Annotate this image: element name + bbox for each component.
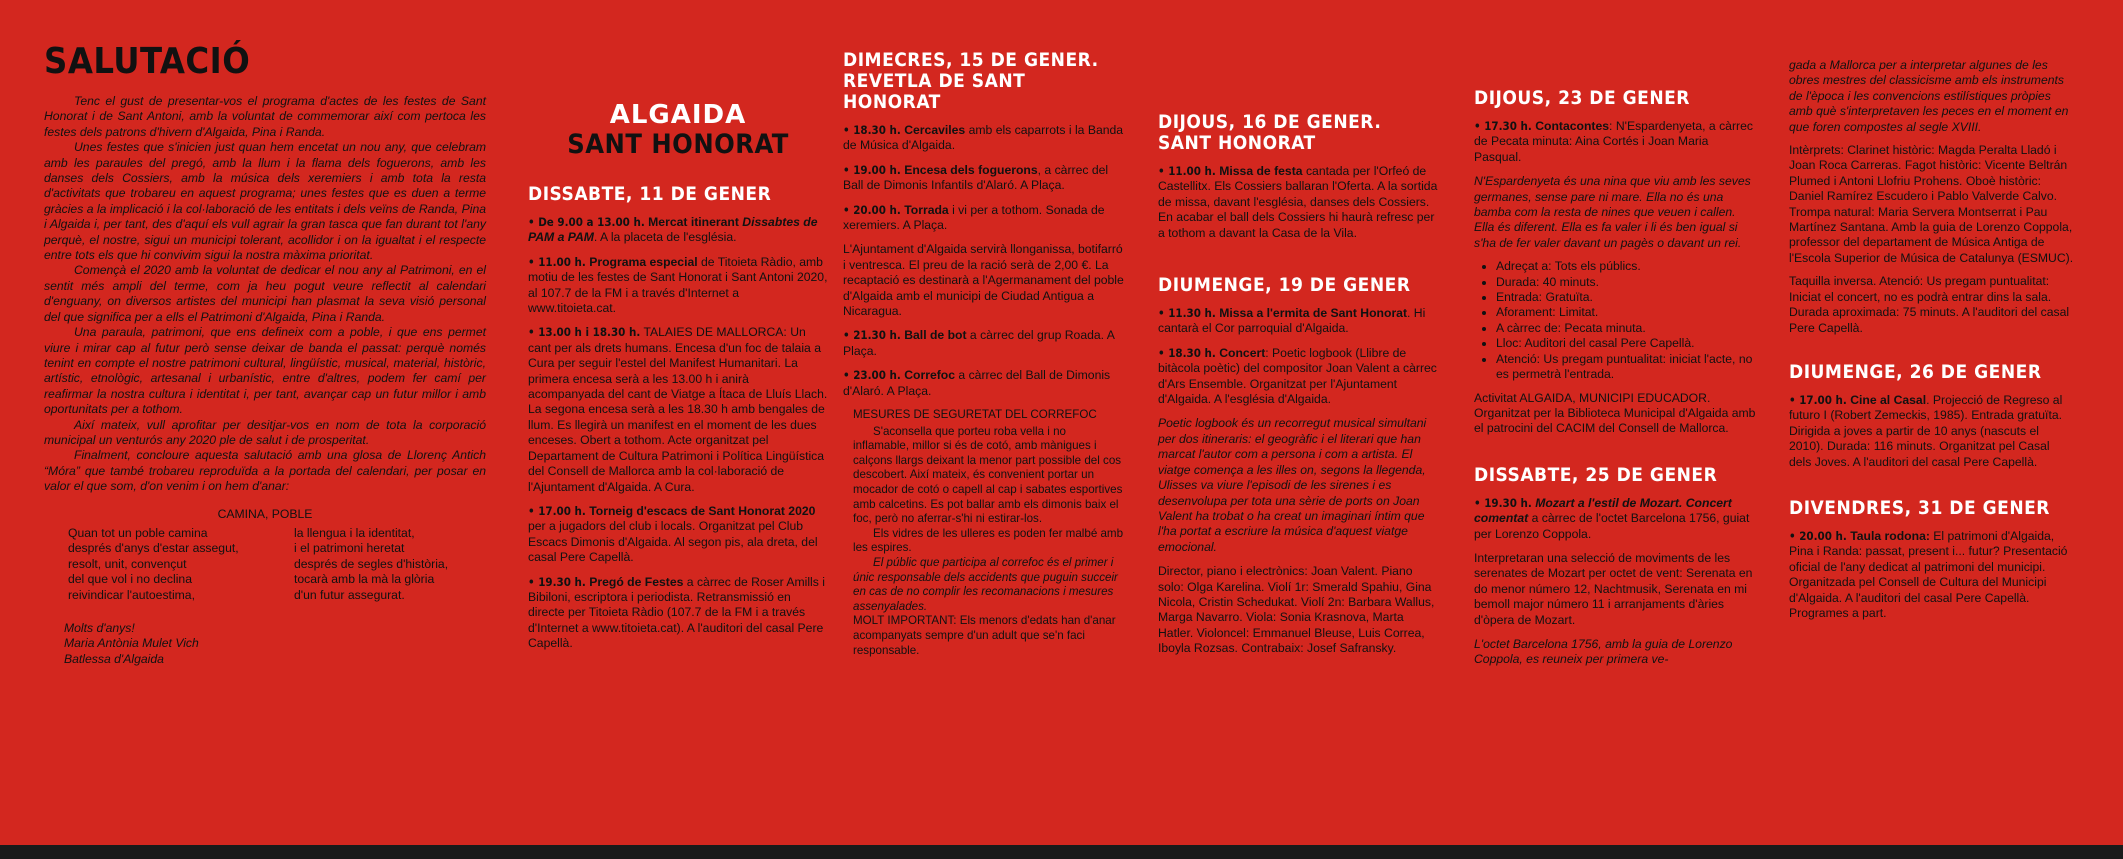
event-title: Missa a l'ermita de Sant Honorat [1215,306,1408,321]
event [1789,529,2074,621]
event-time: • 19.00 h. [843,162,901,177]
salutacio-paragraph: Una paraula, patrimoni, que ens defineix com a poble, i que ens permet viure i mirar cap al futur però sense deixar de banda el passat: perquè només tenint en compte el nostre patrimoni cultural, lingüístic, musical, material, històric, artístic, etnològic, artesanal i urbanístic, entre d'altres, podem fer camí per reafirmar la nostra cultura i identitat i, per tant, avançar cap un futur millor i amb oportunitats per a tothom. [44,325,486,417]
event [843,163,1125,194]
event-time: • 19.30 h. [528,574,586,589]
event-time: • De 9.00 a 13.00 h. [528,215,645,229]
poem-line: després de segles d'història, [294,556,449,571]
event [528,504,828,566]
event-time: • 13.00 h i 18.30 h. [528,325,641,340]
event-text: a càrrec del Ball de Dimonis d'Alaró. A Plaça. [843,368,1111,398]
event-text: . A la placeta de l'església. [593,230,737,245]
event-title: Missa de festa [1215,164,1303,178]
day-heading: DIUMENGE, 19 DE GENER [1158,274,1411,297]
event-detail: • Durada: 40 minuts. [1496,275,1759,290]
event-time: • 18.30 h. [843,123,901,137]
event-time: • 17.00 h. [528,503,586,518]
event-detail: • Adreçat a: Tots els públics. [1496,259,1759,274]
event-italic: Dissabtes de PAM a PAM [528,215,818,245]
safety-title: MESURES DE SEGURETAT DEL CORREFOC [853,408,1097,422]
event-text: i vi per a tothom. Sonada de xeremiers. A Plaça. [843,202,1105,233]
event-time: • 11.00 h. [1158,164,1216,178]
event [1158,346,1440,408]
safety-paragraph: Els vidres de les ulleres es poden fer malbé amb les espires. [853,526,1124,555]
event [843,328,1125,359]
event-text: a càrrec de Roser Amills i Bibiloni, escriptora i periodista. Retransmissió en directe per Titoieta Ràdio (107.7 de la FM i a través d'Internet a www.titoieta.cat). A l'auditori del casal Pere Capellà. [528,574,825,651]
salutacio-column [44,42,486,667]
signature-line: Batlessa d'Algaida [64,651,164,666]
event-title: Mercat itinerant [644,215,739,229]
ticket-info: Taquilla inversa. Atenció: Us pregam puntualitat: Iniciat el concert, no es podrà entrar dins la sala. Durada aproximada: 75 minuts. A l'auditori del casal Pere Capellà. [1789,274,2070,335]
event-title: Cine al Casal [1846,392,1927,407]
event-text: , a càrrec del Ball de Dimonis Infantils d'Alaró. A Plaça. [843,162,1109,193]
event [843,368,1125,399]
event-time: • 20.00 h. [843,202,901,217]
safety-paragraph: S'aconsella que porteu roba vella i no inflamable, millor si és de cotó, amb mànigues i calçons llargs deixant la menor part possible del cos descobert. Així mateix, és convenient portar un mocador de cotó o capell al cap i sabates esportives amb calcetins. Es pot ballar amb els dimonis baix el foc, però no aferrar-s'hi ni estirar-los. [853,424,1123,526]
event-title: Mozart a l'estil de Mozart. Concert comentat [1474,495,1732,526]
event [528,255,828,317]
day-heading: DISSABTE, 11 DE GENER [528,183,772,205]
program-header [528,100,828,160]
poem-line: la llengua i la identitat, [294,525,415,540]
event [528,325,828,494]
event [843,123,1125,154]
event-title: Taula rodona: [1846,528,1930,543]
salutacio-paragraph: Començà el 2020 amb la voluntat de dedicar el nou any al Patrimoni, en el sentit més ampli del terme, com ja heu pogut veure reflectit al calendari d'enguany, on diversos artistes del municipi han plasmat la seva visió personal del que significa per a ells el Patrimoni d'Algaida, Pina i Randa. [44,263,486,324]
event-text: cantada per l'Orfeó de Castellitx. Els Cossiers ballaran l'Oferta. A la sortida de missa, davant l'església, danses dels Cossiers. En acabar el ball dels Cossiers hi haurà refresc per a tothom a davant la Casa de la Vila. [1158,164,1438,240]
event-title: Ball de bot [900,328,967,343]
day-heading: DIUMENGE, 26 DE GENER [1789,360,2042,383]
event-time: • 18.30 h. [1158,345,1216,360]
event-title: Torrada [900,202,949,217]
poem-left [68,526,294,603]
event-text: de Titoieta Ràdio, amb motiu de les festes de Sant Honorat i Sant Antoni 2020, al 107.7 de la FM i a través d'Internet a www.titoieta.cat. [528,254,828,316]
day-heading: DIMECRES, 15 DE GENER. [843,49,1099,71]
event-time: • 23.00 h. [843,368,901,383]
header-algaida: ALGAIDA [609,100,747,130]
header-sant-honorat: SANT HONORAT [567,129,789,160]
event-text: El patrimoni d'Algaida, Pina i Randa: passat, present i... futur? Presentació oficial de l'any dedicat al patrimoni del municipi. Organitzada pel Consell de Cultura del Municipi d'Algaida. A l'auditori del casal Pere Capellà. Programes a part. [1789,528,2068,620]
concert-italic-continued: gada a Mallorca per a interpretar algunes de les obres mestres del classicisme amb els instruments de l'època i les convencions estilístiques pròpies amb què s'interpretaven les peces en el moment en que foren compostes al segle XVIII. [1789,58,2069,134]
event [1474,119,1759,165]
event-title: Correfoc [900,368,956,383]
event-text: TALAIES DE MALLORCA: Un cant per als drets humans. Encesa d'un foc de talaia a Cura per seguir l'estel del Manifest Humanitari. La primera encesa serà a les 13.00 h i anirà acompanyada del cant de Viatge a Ítaca de Lluís Llach. La segona encesa serà a les 18.30 h amb bengales de llum. Es llegirà un manifest en el moment de les dues enceses. Obert a tothom. Acte organitzat pel Departament de Cultura Patrimoni i Política Lingüística del Consell de Mallorca amb la col·laboració de l'Ajuntament d'Algaida. A Cura. [528,325,828,494]
event-text: a càrrec de l'octet Barcelona 1756, guiat per Lorenzo Coppola. [1474,511,1750,541]
event-detail: • Lloc: Auditori del casal Pere Capellà. [1496,336,1759,351]
poem-right [294,526,448,603]
event-detail: • A càrrec de: Pecata minuta. [1496,321,1759,336]
poem-line: tocarà amb la mà la glòria [294,572,435,587]
event [1158,164,1440,241]
poem-title: CAMINA, POBLE [217,506,313,521]
poem-line: del que vol i no declina [68,572,192,587]
poetic-logbook-description: Poetic logbook és un recorregut musical simultani per dos itineraris: el geogràfic i el literari que han marcat l'autor com a persona i com a artista. El viatge comença a les illes on, segons la llegenda, Ulisses va viure l'episodi de les sirenes i es desenvolupa per tota una sèrie de ports on Joan Valent ha trobat o ha creat un imaginari íntim que l'ha portat a escriure la música d'aquest viatge emocional. [1158,416,1427,554]
event-text: per a jugadors del club i locals. Organitzat pel Club Escacs Dimonis d'Algaida. Al segon pis, ala dreta, del casal Pere Capellà. [528,519,818,565]
gener-26-column [1789,58,2074,630]
event-time: • 11.30 h. [1158,306,1216,321]
salutacio-paragraph: Finalment, concloure aquesta salutació amb una glosa de Llorenç Antich “Móra” que també trobareu reproduïda a la portada del calendari, per posar en valor el que som, d'on venim i on hem d'anar: [44,448,486,494]
dijous-column [1158,112,1440,663]
story-description: N'Espardenyeta és una nina que viu amb les seves germanes, sense pare ni mare. Ella no és una bamba com la resta de nines que veuen i callen. Ella és diferent. Ella es fa valer i li és ben igual si s'ha de fer valer davant un pagès o davant un rei. [1474,174,1751,250]
event-time: • 11.00 h. [528,254,586,269]
poem [44,526,486,603]
safety-important: MOLT IMPORTANT: Els menors d'edats han d'anar acompanyats sempre d'un adult que se'n faci responsable. [853,614,1116,657]
event-text: . Projecció de Regreso al futuro I (Robert Zemeckis, 1985). Entrada gratuïta. Dirigida a joves a partir de 10 anys (nascuts el 2010). Durada: 116 minuts. Organitzat pel Casal dels Joves. A l'auditori del casal Pere Capellà. [1789,392,2063,469]
signature-line: Maria Antònia Mulet Vich [64,636,199,651]
safety-box [843,408,1125,658]
event-detail: • Entrada: Gratuïta. [1496,290,1759,305]
concert-italic: L'octet Barcelona 1756, amb la guia de Lorenzo Coppola, es reuneix per primera ve- [1474,636,1733,667]
event-title: Concert [1215,345,1266,360]
concert-description: Interpretaran una selecció de moviments de les serenates de Mozart per octet de vent: Serenata en do menor número 12, Nachtmusik, Serenata en mi bemoll major número 11 i arranjaments d'àries d'òpera de Mozart. [1474,550,1753,627]
algaida-column [528,100,828,661]
event-text: . Hi cantarà el Cor parroquial d'Algaida. [1158,306,1426,336]
safety-responsibility: El públic que participa al correfoc és el primer i únic responsable dels accidents que puguin succeir en cas de no complir les recomanacions i mesures assenyalades. [853,556,1118,613]
poem-line: Quan tot un poble camina [68,525,208,540]
event-time: • 21.30 h. [843,328,901,343]
day-heading: DIJOUS, 16 DE GENER. [1158,111,1382,133]
event [1158,306,1440,337]
concert-credits: Director, piano i electrònics: Joan Valent. Piano solo: Olga Karelina. Violí 1r: Smerald Spahiu, Gina Nicola, Cristin Schedukat. Violí 2n: Barbara Wallus, Marga Navarro. Viola: Sonia Krasnova, Marta Hatler. Violoncel: Emmanuel Bleuse, Luis Correa, Iboyla Rozsas. Contrabaix: Josef Safransky. [1158,564,1435,656]
event-text: : Poetic logbook (Llibre de bitàcola poètic) del compositor Joan Valent a càrrec d'Ars Ensemble. Organitzat per l'Ajuntament d'Algaida. A l'església d'Algaida. [1158,345,1437,407]
event-title: Contacontes [1531,119,1610,133]
food-note: L'Ajuntament d'Algaida servirà llonganissa, botifarró i ventresca. El preu de la ració serà de 2,00 €. La recaptació es destinarà a l'Agermanament del poble d'Algaida amb el municipi de Ciudad Antigua a Nicaragua. [843,242,1124,319]
poem-line: reivindicar l'autoestima, [68,587,195,602]
event-title: Pregó de Festes [585,574,684,589]
event-details [1474,259,1759,382]
event [528,575,828,652]
event [843,203,1125,234]
bottom-bar [0,845,2123,859]
event-text: amb els caparrots i la Banda de Música d'Algaida. [843,123,1124,153]
salutacio-title: SALUTACIÓ [44,41,251,82]
poem-line: i el patrimoni heretat [294,541,405,556]
performers: Intèrprets: Clarinet històric: Magda Peralta Lladó i Joan Roca Carreras. Fagot històric: Vicente Beltrán Plumed i Antoni Llofriu Prohens. Oboè històric: Daniel Ramírez Escudero i Pablo Valverde Calvo. Trompa natural: Maria Servera Montserrat i Pau Martínez Santana. Amb la guia de Lorenzo Coppola, professor del departament de Música Antiga de l'Escola Superior de Música de Catalunya (ESMUC). [1789,143,2074,265]
event-text: a càrrec del grup Roada. A Plaça. [843,328,1115,358]
dimecres-column [843,50,1125,658]
day-heading: DISSABTE, 25 DE GENER [1474,463,1718,486]
poem-line: després d'anys d'estar assegut, [68,541,239,556]
event-time: • 20.00 h. [1789,528,1847,543]
event-text: : N'Espardenyeta, a càrrec de Pecata minuta: Aina Cortés i Joan Maria Pasqual. [1474,119,1753,164]
salutacio-paragraph: Unes festes que s'inicien just quan hem encetat un nou any, que celebram amb les paraules del pregó, amb la llum i la flama dels foguerons, amb les danses dels Cossiers, amb la música dels xeremiers i amb tota la resta d'activitats que trobareu en aquest programa; unes festes que es duen a terme gràcies a la implicació i la col·laboració de les entitats i dels veïns de Randa, Pina i Algaida i, per tant, des d'aquí els vull agrair la gran tasca que fan durant tot l'any perquè, el nostre, sigui un municipi tolerant, acollidor i on la igualtat i el respecte entre tots els que hi convivim sigui la nostra màxima prioritat. [44,140,486,263]
salutacio-paragraph: Tenc el gust de presentar-vos el programa d'actes de les festes de Sant Honorat i de Sant Antoni, amb la voluntat de commemorar així com pertoca les festes dels patrons d'hivern d'Algaida, Pina i Randa. [44,94,486,139]
signature [44,621,486,667]
day-heading: SANT HONORAT [1158,132,1316,154]
poem-line: resolt, unit, convençut [68,556,187,571]
event-detail: • Atenció: Us pregam puntualitat: iniciat l'acte, no es permetrà l'entrada. [1496,352,1759,383]
day-heading: DIVENDRES, 31 DE GENER [1789,496,2050,519]
day-heading: DIJOUS, 23 DE GENER [1474,87,1690,109]
poem-line: d'un futur assegurat. [294,587,405,602]
signature-line: Molts d'anys! [64,621,135,635]
event-time: • 19.30 h. [1474,495,1532,510]
salutacio-text [44,94,486,495]
event [1474,496,1759,542]
event-title: Torneig d'escacs de Sant Honorat 2020 [585,503,816,518]
salutacio-paragraph: Així mateix, vull aprofitar per desitjar-vos en nom de tota la corporació municipal un venturós any 2020 ple de salut i de prosperitat. [44,417,486,447]
event [528,215,828,246]
event-detail: • Aforament: Limitat. [1496,305,1759,320]
event [1789,393,2074,470]
event-title: Programa especial [585,254,698,269]
event-title: Encesa dels foguerons [900,162,1038,177]
day-heading: REVETLA DE SANT HONORAT [843,70,1026,113]
event-time: • 17.00 h. [1789,392,1847,407]
activity-note: Activitat ALGAIDA, MUNICIPI EDUCADOR. Organitzat per la Biblioteca Municipal d'Algaida amb el patrocini del CACIM del Consell de Mallorca. [1474,390,1756,436]
event-time: • 17.30 h. [1474,119,1532,133]
event-title: Cercaviles [900,123,966,137]
gener-23-column [1474,88,1759,674]
